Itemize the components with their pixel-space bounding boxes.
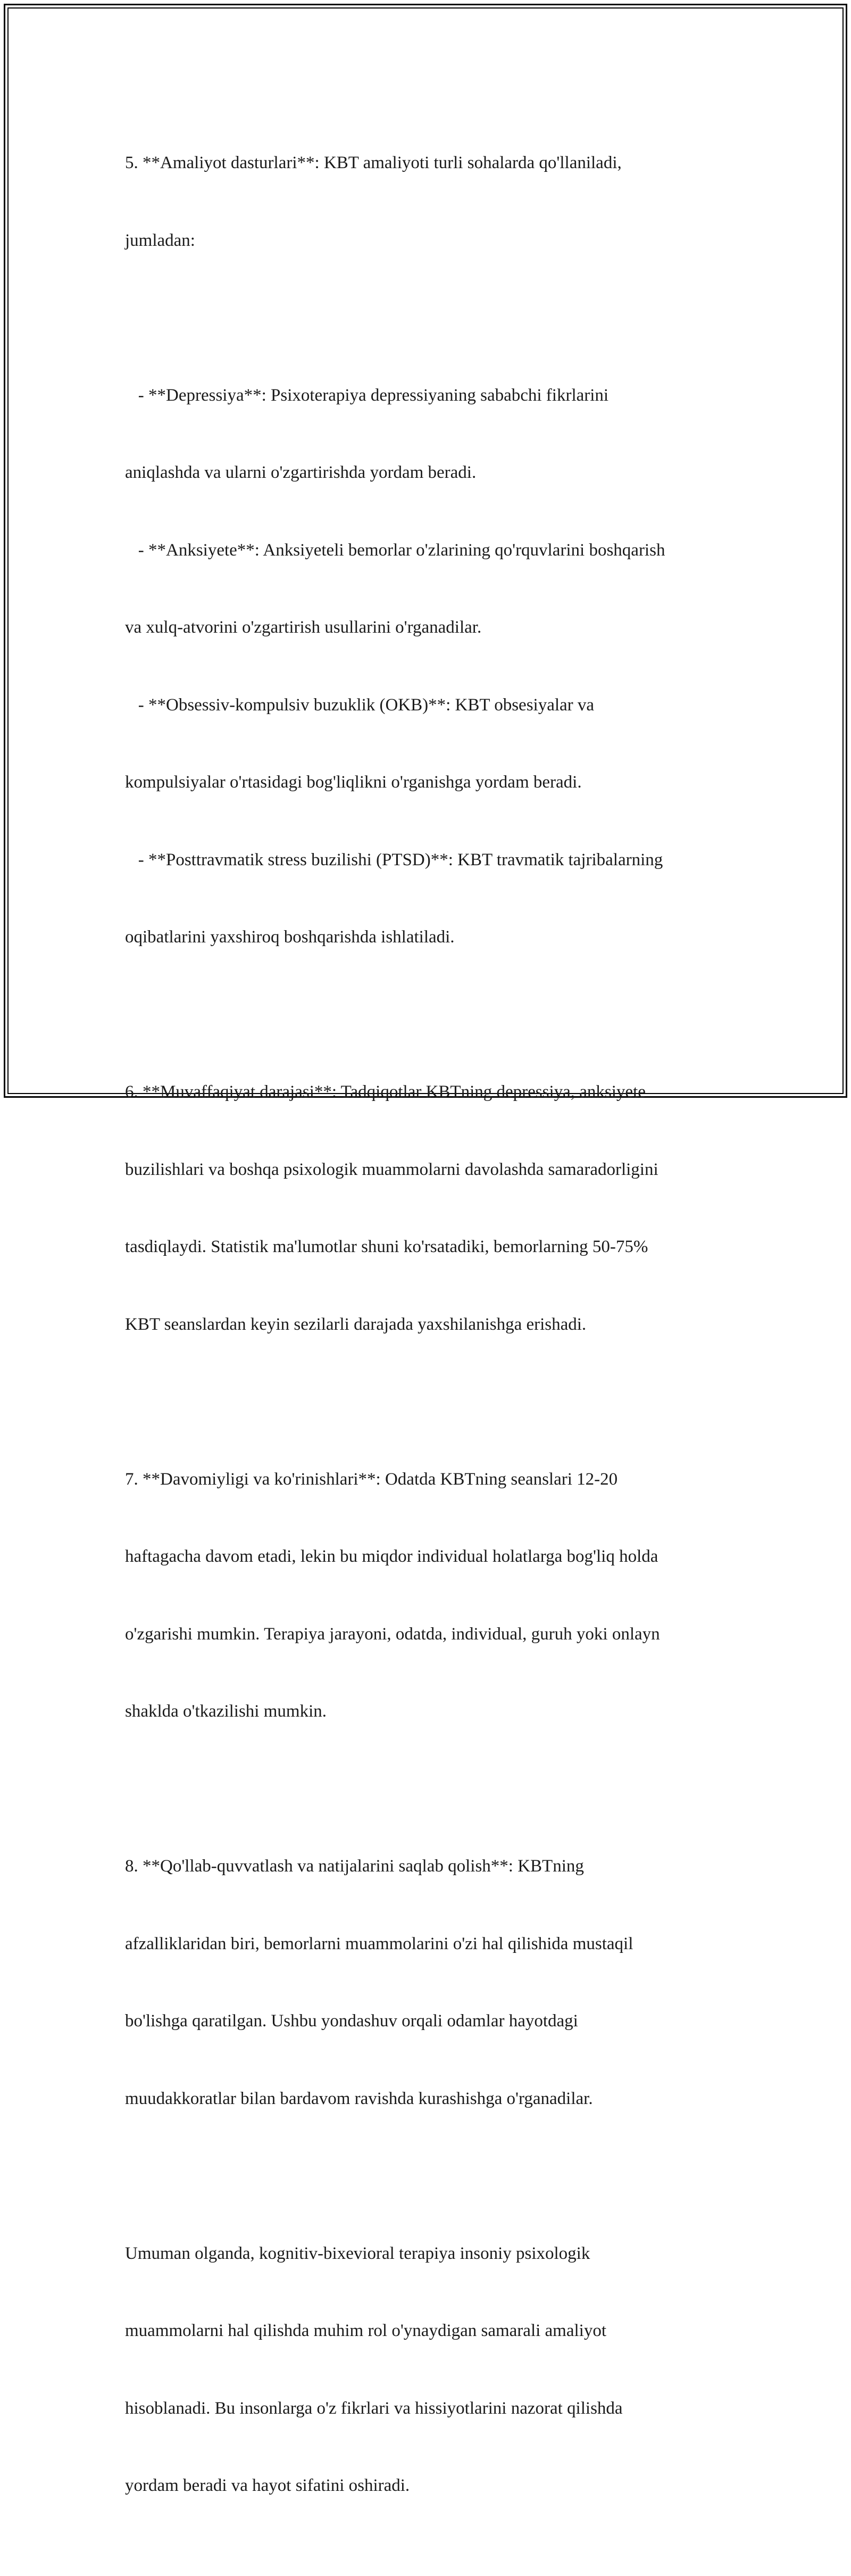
text-line: aniqlashda va ularni o'zgartirishda yordam beradi. [125,463,477,482]
text-line: jumladan: [125,230,195,250]
text-line: 6. **Muvaffaqiyat darajasi**: Tadqiqotlar KBTning depressiya, anksiyete [125,1082,646,1101]
paragraph-amaliyot-dasturlari [125,98,753,305]
paragraph-muvaffaqiyat-darajasi [125,1028,753,1389]
text-line: o'zgarishi mumkin. Terapiya jarayoni, odatda, individual, guruh yoki onlayn [125,1624,660,1644]
text-line: - **Depressiya**: Psixoterapiya depressiyaning sababchi fikrlarini [125,385,609,405]
text-line: - **Anksiyete**: Anksiyeteli bemorlar o'zlarining qo'rquvlarini boshqarish [125,540,665,560]
text-line: va xulq-atvorini o'zgartirish usullarini o'rganadilar. [125,618,482,637]
text-line: muudakkoratlar bilan bardavom ravishda kurashishga o'rganadilar. [125,2089,593,2108]
text-line: kompulsiyalar o'rtasidagi bog'liqlikni o'rganishga yordam beradi. [125,773,582,792]
text-line: 5. **Amaliyot dasturlari**: KBT amaliyoti turli sohalarda qo'llaniladi, [125,153,622,172]
paragraph-sub-list [125,331,753,1002]
document-body [125,98,753,2576]
paragraph-davomiyligi [125,1415,753,1776]
text-line: 8. **Qo'llab-quvvatlash va natijalarini saqlab qolish**: KBTning [125,1857,584,1876]
paragraph-qollab-quvvatlash [125,1802,753,2163]
paragraph-conclusion [125,2189,753,2550]
text-line: - **Obsessiv-kompulsiv buzuklik (OKB)**: KBT obsesiyalar va [125,695,595,715]
text-line: - **Posttravmatik stress buzilishi (PTSD)**: KBT travmatik tajribalarning [125,850,663,869]
text-line: 7. **Davomiyligi va ko'rinishlari**: Odatda KBTning seanslari 12-20 [125,1469,618,1489]
text-line: oqibatlarini yaxshiroq boshqarishda ishlatiladi. [125,927,455,947]
text-line: tasdiqlaydi. Statistik ma'lumotlar shuni ko'rsatadiki, bemorlarning 50-75% [125,1237,648,1256]
text-line: Umuman olganda, kognitiv-bixevioral terapiya insoniy psixologik [125,2243,590,2263]
text-line: bo'lishga qaratilgan. Ushbu yondashuv orqali odamlar hayotdagi [125,2011,578,2031]
text-line: afzalliklaridan biri, bemorlarni muammolarini o'zi hal qilishida mustaqil [125,1934,633,1953]
text-line: buzilishlari va boshqa psixologik muammolarni davolashda samaradorligini [125,1159,658,1179]
text-line: muammolarni hal qilishda muhim rol o'ynaydigan samarali amaliyot [125,2321,607,2340]
text-line: yordam beradi va hayot sifatini oshiradi. [125,2476,410,2495]
text-line: KBT seanslardan keyin sezilarli darajada yaxshilanishga erishadi. [125,1314,587,1334]
text-line: haftagacha davom etadi, lekin bu miqdor individual holatlarga bog'liq holda [125,1547,658,1566]
text-line: shaklda o'tkazilishi mumkin. [125,1702,327,1721]
text-line: hisoblanadi. Bu insonlarga o'z fikrlari va hissiyotlarini nazorat qilishda [125,2398,623,2418]
